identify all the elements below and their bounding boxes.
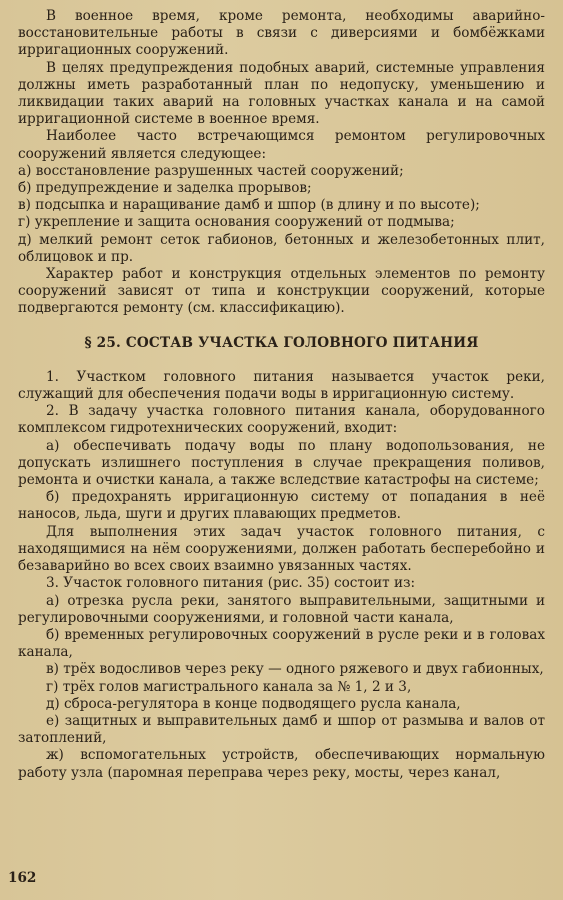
list-item: б) предохранять ирригационную систему от попадания в неё наносов, льда, шуги и других плавающих предметов. bbox=[18, 489, 545, 523]
paragraph-uninterrupted-work: Для выполнения этих задач участок головного питания, с находящимися на нём сооружениями, должен работать бесперебойно и безаварийно во всех своих взаимно увязанных частях. bbox=[18, 523, 545, 575]
list-item: д) мелкий ремонт сеток габионов, бетонных и железобетонных плит, облицовок и пр. bbox=[18, 231, 545, 265]
list-item: в) подсыпка и наращивание дамб и шпор (в длину и по высоте); bbox=[18, 197, 480, 214]
section-spacer bbox=[18, 318, 545, 335]
paragraph-composition: 3. Участок головного питания (рис. 35) состоит из: bbox=[46, 575, 416, 592]
list-item: ж) вспомогательных устройств, обеспечивающих нормальную работу узла (паромная переправа через реку, мосты, через канал, bbox=[18, 747, 545, 781]
list-item: б) временных регулировочных сооружений в русле реки и в головах канала, bbox=[18, 626, 545, 661]
paragraph-definition: 1. Участком головного питания называется участок реки, служащий для обеспечения подачи воды в ирригационную систему. bbox=[18, 368, 545, 403]
list-item: б) предупреждение и заделка прорывов; bbox=[18, 180, 312, 197]
section-heading: § 25. СОСТАВ УЧАСТКА ГОЛОВНОГО ПИТАНИЯ bbox=[84, 334, 479, 351]
section-spacer bbox=[18, 352, 545, 369]
paragraph-wartime-repair: В военное время, кроме ремонта, необходимы аварийно-восстановительные работы в связи с диверсиями и бомбёжками ирригационных сооружений. bbox=[18, 8, 545, 59]
paragraph-common-repairs: Наиболее часто встречающимся ремонтом регулировочных сооружений является следующее: bbox=[18, 128, 545, 162]
paragraph-repair-character: Характер работ и конструкция отдельных элементов по ремонту сооружений зависят от типа и конструкции сооружений, которые подвергаются ремонту (см. классификацию). bbox=[18, 266, 545, 317]
list-item: а) отрезка русла реки, занятого выправительными, защитными и регулировочными сооружениями, и головной части канала, bbox=[18, 592, 545, 626]
list-item: е) защитных и выправительных дамб и шпор от размыва и валов от затоплений, bbox=[18, 712, 545, 747]
list-item: д) сброса-регулятора в конце подводящего русла канала, bbox=[46, 695, 461, 712]
paragraph-tasks: 2. В задачу участка головного питания канала, оборудованного комплексом гидротехнических сооружений, входит: bbox=[18, 403, 545, 437]
list-item: в) трёх водосливов через реку — одного ряжевого и двух габионных, bbox=[46, 661, 544, 678]
list-item: г) укрепление и защита основания сооружений от подмыва; bbox=[18, 214, 455, 231]
list-item: г) трёх голов магистрального канала за № 1, 2 и 3, bbox=[46, 678, 412, 695]
paragraph-accident-prevention: В целях предупреждения подобных аварий, системные управления должны иметь разработанный план по недопуску, уменьшению и ликвидации таких аварий на головных участках канала и на самой ирригационной системе в военное время. bbox=[18, 59, 545, 128]
list-item: а) восстановление разрушенных частей сооружений; bbox=[18, 162, 404, 179]
page-number: 162 bbox=[8, 870, 37, 886]
list-item: а) обеспечивать подачу воды по плану водопользования, не допускать излишнего поступления в случае прекращения поливов, ремонта и очистки канала, а также вследствие катастрофы на системе; bbox=[18, 437, 545, 489]
